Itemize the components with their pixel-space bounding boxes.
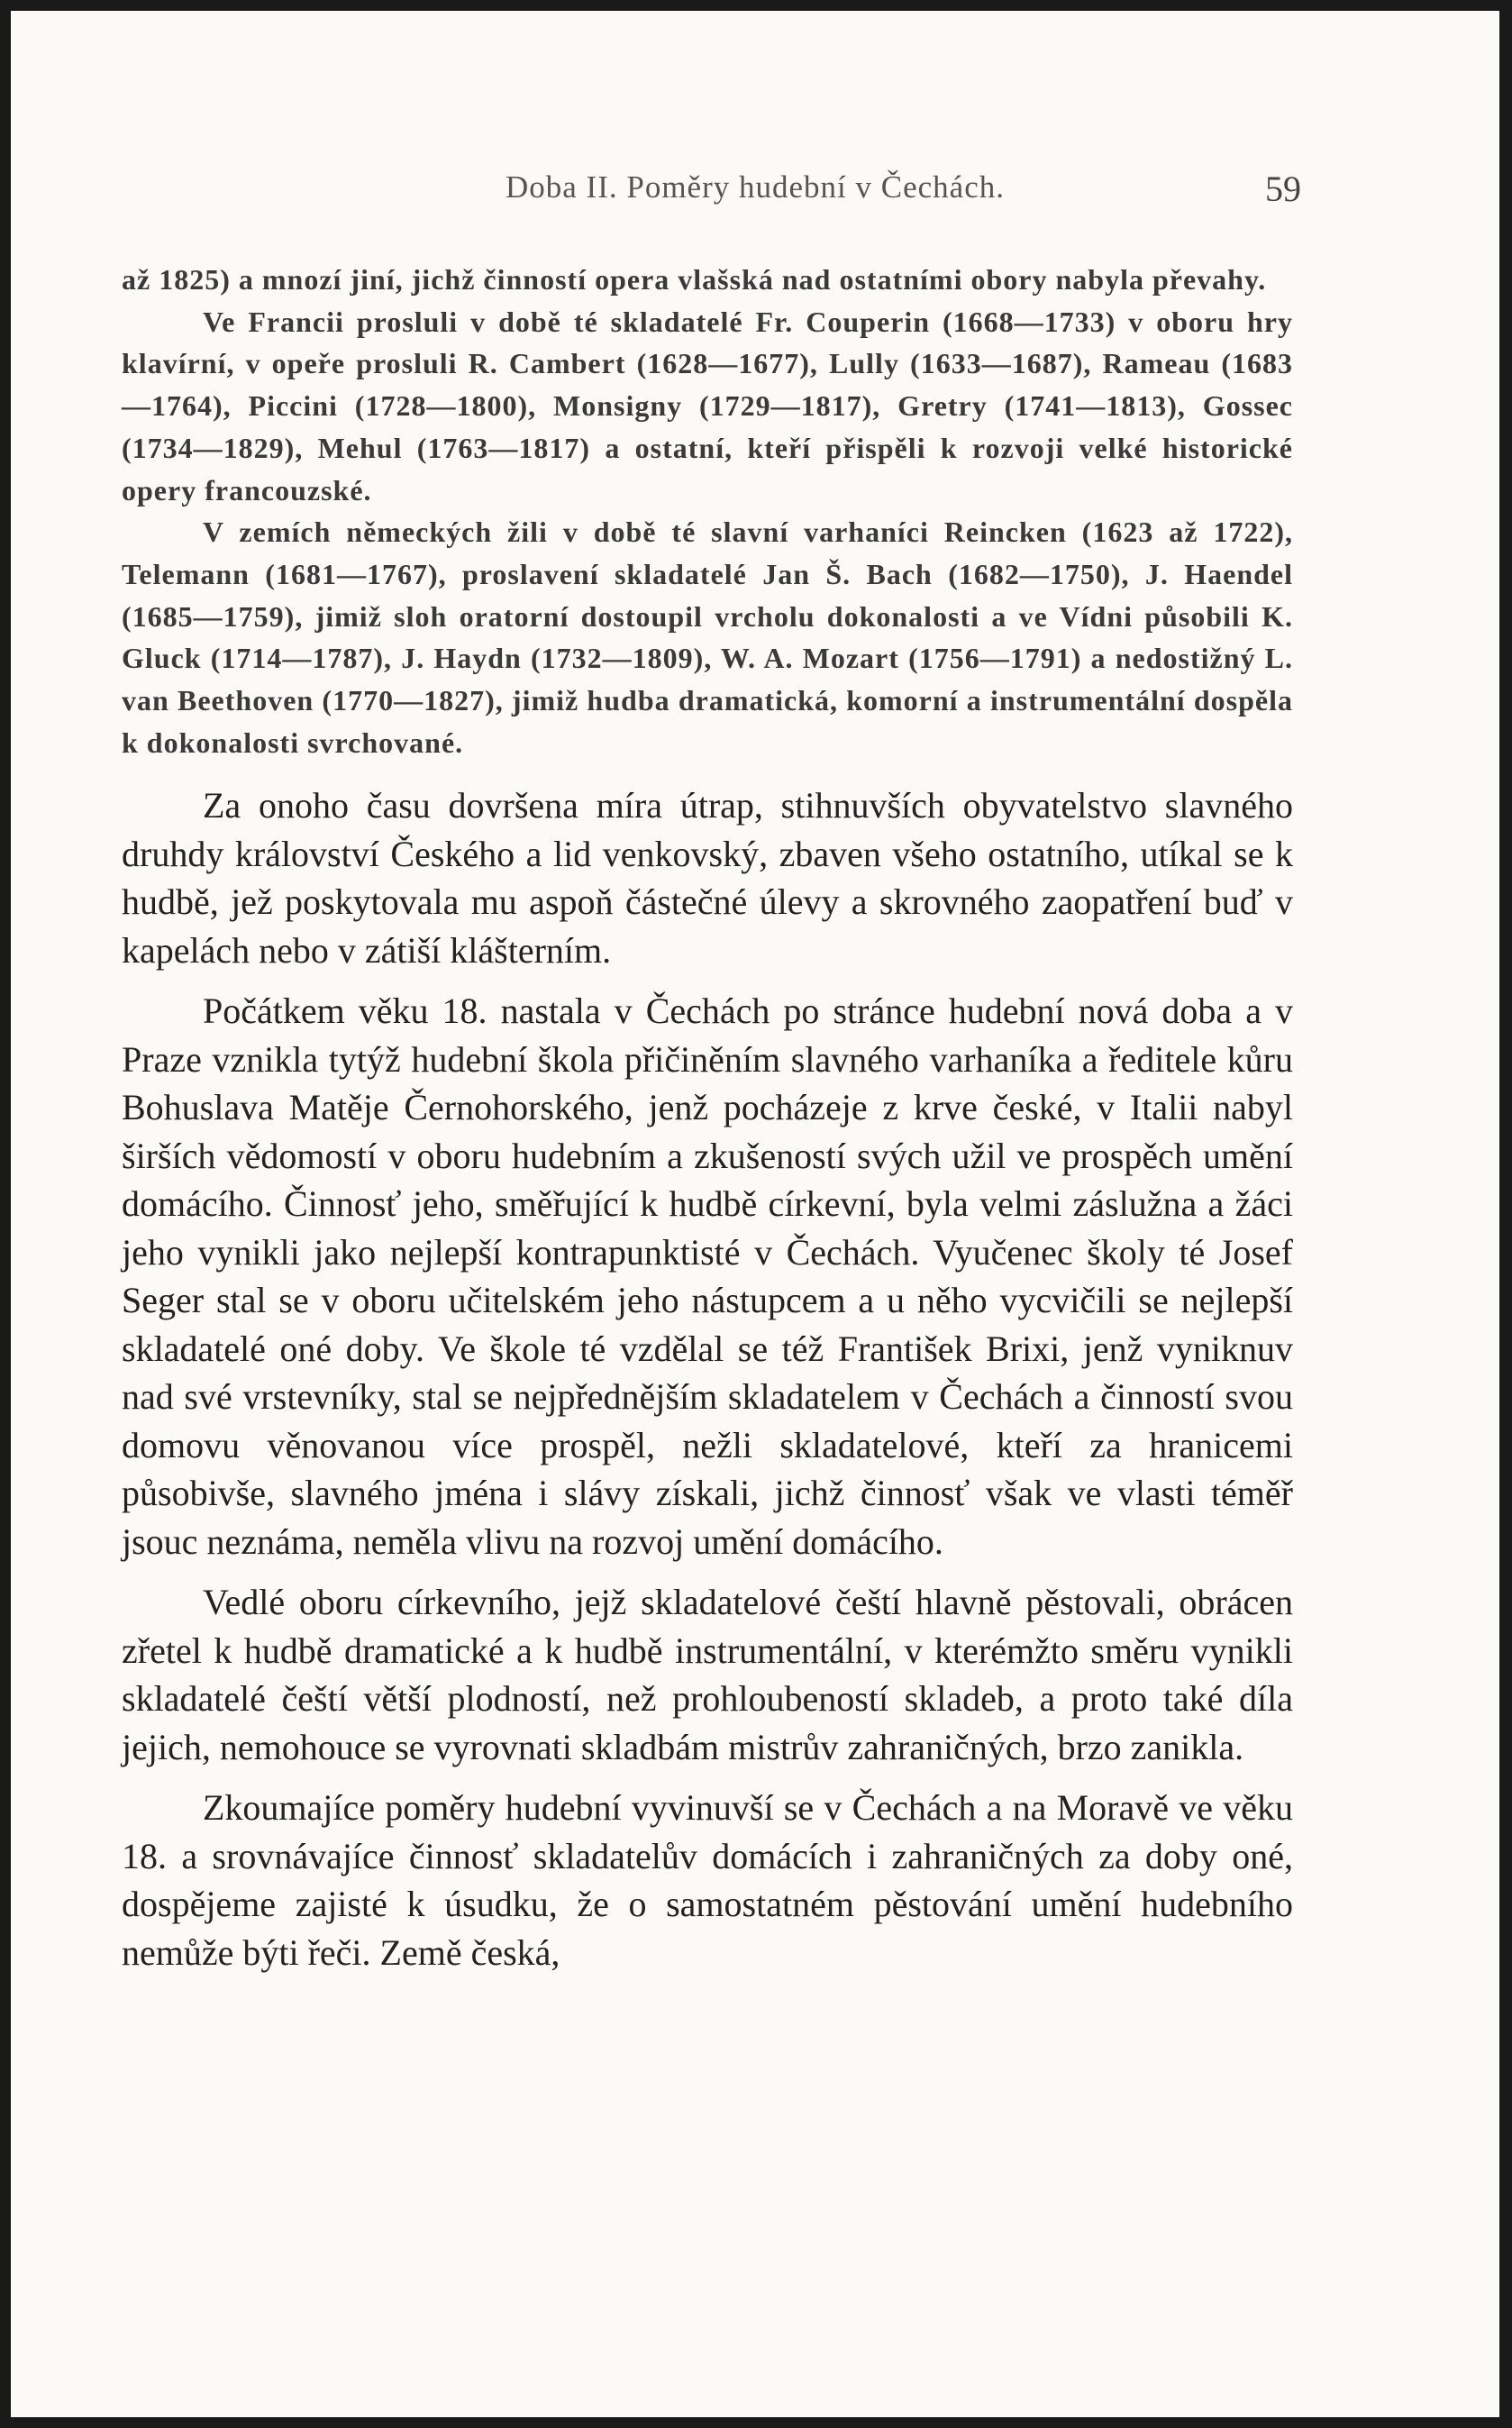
paragraph: Počátkem věku 18. nastala v Čechách po stránce hudební nová doba a v Praze vznikla tytýž hudební škola přičiněním slavného varhaníka a ředitele kůru Bohuslava Matěje Černohorského, jenž pocházeje z krve české, v Italii nabyl širších vědomostí v oboru hudebním a zkušeností svých užil ve prospěch umění domácího. Činnosť jeho, směřující k hudbě církevní, byla velmi záslužna a žáci jeho vynikli jako nejlepší kontrapunktisté v Čechách. Vyučenec školy té Josef Seger stal se v oboru učitelském jeho nástupcem a u něho vycvičili se nejlepší skladatelé oné doby. Ve škole té vzdělal se též František Brixi, jenž vyniknuv nad své vrstevníky, stal se nejpřednějším skladatelem v Čechách a činností svou domovu věnovanou více prospěl, nežli skladatelové, kteří za hranicemi působivše, slavného jména i slávy získali, jichž činnosť však ve vlasti téměř jsouc neznáma, neměla vlivu na rozvoj umění domácího.: [122, 990, 1293, 1562]
page-number: 59: [1265, 169, 1301, 209]
small-paragraph: až 1825) a mnozí jiní, jichž činností opera vlašská nad ostatními obory nabyla převahy.: [122, 263, 1267, 296]
small-paragraph: V zemích německých žili v době té slavní varhaníci Reincken (1623 až 1722), Telemann (1681—1767), proslavení skladatelé Jan Š. Bach (1682—1750), J. Haendel (1685—1759), jimiž sloh oratorní dostoupil vrcholu dokonalosti a ve Vídni působili K. Gluck (1714—1787), J. Haydn (1732—1809), W. A. Mozart (1756—1791) a nedostižný L. van Beethoven (1770—1827), jimiž hudba dramatická, komorní a instrumentální dospěla k dokonalosti svrchované.: [122, 516, 1293, 759]
main-text-section: [122, 781, 1293, 1976]
paragraph: Vedlé oboru církevního, jejž skladatelové čeští hlavně pěstovali, obrácen zřetel k hudbě dramatické a k hudbě instrumentální, v kterémžto směru vynikli skladatelé čeští větší plodností, než prohloubeností skladeb, a proto také díla jejich, nemohouce se vyrovnati skladbám mistrův zahraničných, brzo zanikla.: [122, 1582, 1293, 1767]
paragraph: Za onoho času dovršena míra útrap, stihnuvších obyvatelstvo slavného druhdy království Českého a lid venkovský, zbaven všeho ostatního, utíkal se k hudbě, jež poskytovala mu aspoň částečné úlevy a skrovného zaopatření buď v kapelách nebo v zátiší klášterním.: [122, 785, 1293, 971]
page-body: [122, 259, 1293, 1976]
paragraph: Zkoumajíce poměry hudební vyvinuvší se v Čechách a na Moravě ve věku 18. a srovnávajíce činnosť skladatelův domácích i zahraničných za doby oné, dospějeme zajisté k úsudku, že o samostatném pěstování umění hudebního nemůže býti řeči. Země česká,: [122, 1787, 1293, 1973]
small-paragraph: Ve Francii prosluli v době té skladatelé Fr. Couperin (1668—1733) v oboru hry klavírní, v opeře prosluli R. Cambert (1628—1677), Lully (1633—1687), Rameau (1683—1764), Piccini (1728—1800), Monsigny (1729—1817), Gretry (1741—1813), Gossec (1734—1829), Mehul (1763—1817) a ostatní, kteří přispěli k rozvoji velké historické opery francouzské.: [122, 305, 1293, 507]
page-header: [11, 162, 1499, 216]
small-print-section: [122, 259, 1293, 763]
running-title: Doba II. Poměry hudební v Čechách.: [506, 169, 1005, 205]
book-page: [11, 11, 1499, 2417]
